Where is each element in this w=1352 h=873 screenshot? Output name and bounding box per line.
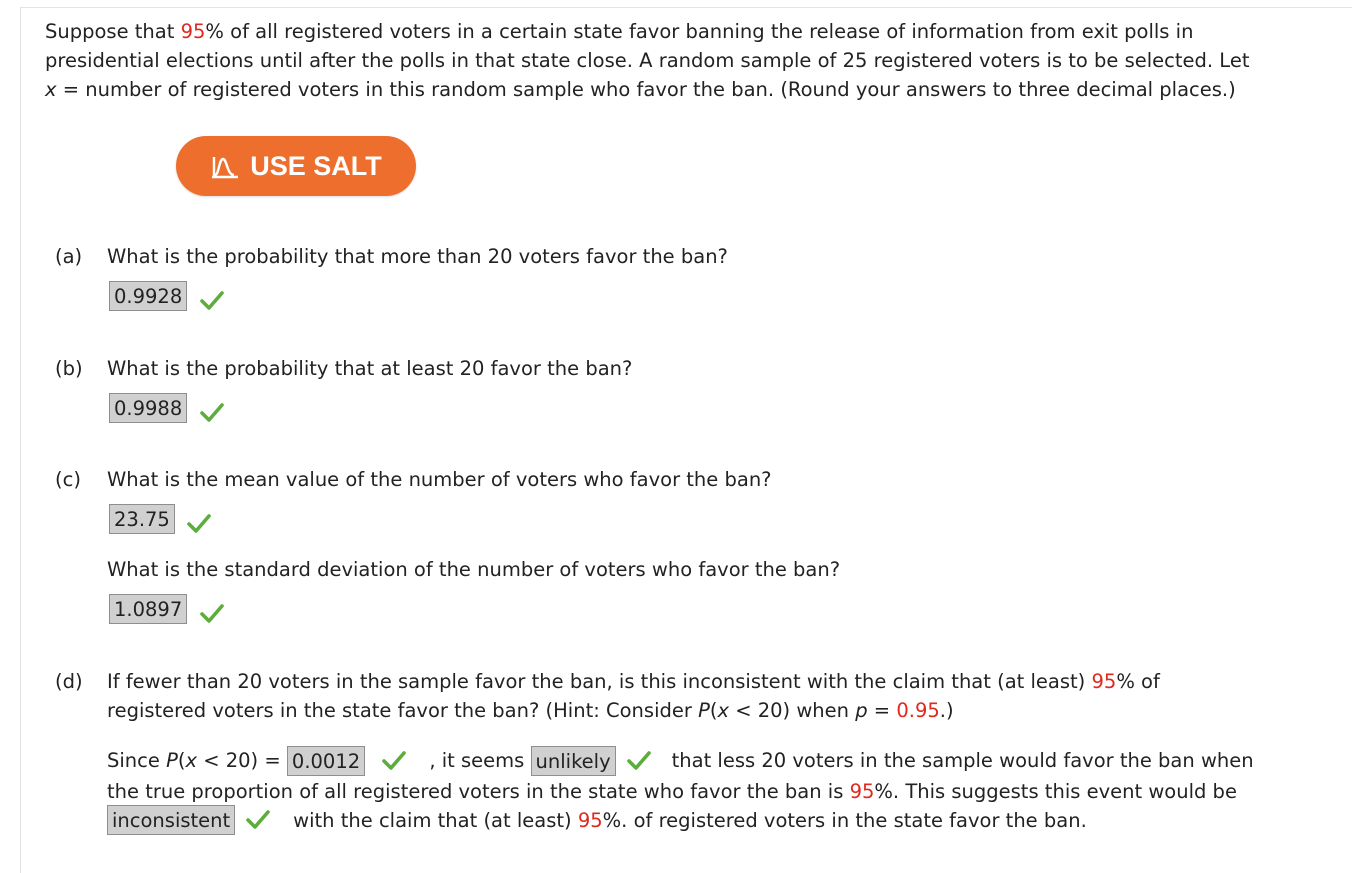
checkmark-icon: [199, 602, 225, 624]
part-c-question: What is the mean value of the number of voters who favor the ban?: [107, 468, 772, 491]
part-d-consistency-select[interactable]: inconsistent: [107, 805, 235, 835]
part-d-answer-block: [107, 746, 1254, 836]
part-d-question-line-2: registered voters in the state favor the ban? (Hint: Consider P(x < 20) when p = 0.95.): [107, 699, 954, 722]
part-a-question: What is the probability that more than 20 voters favor the ban?: [107, 245, 728, 268]
checkmark-icon: [381, 749, 407, 771]
part-b-label: (b): [55, 357, 83, 380]
highlight-p-value: 0.95: [896, 699, 940, 722]
part-a-label: (a): [55, 245, 83, 268]
highlight-percent: 95: [577, 808, 603, 832]
part-c-sd-answer[interactable]: 1.0897: [109, 594, 187, 624]
use-salt-button[interactable]: [176, 136, 416, 196]
checkmark-icon: [626, 749, 652, 771]
part-d-answer-line-3: inconsistent with the claim that (at least) 95%. of registered voters in the state favor the ban.: [107, 806, 1254, 837]
part-d-probability-answer[interactable]: 0.0012: [287, 746, 365, 776]
intro-line-2: presidential elections until after the polls in that state close. A random sample of 25 registered voters is to be selected. Let: [45, 49, 1250, 72]
salt-label: USE SALT: [250, 150, 382, 181]
problem-statement: [45, 17, 1249, 104]
highlight-percent: 95: [1091, 670, 1117, 693]
part-d-answer-line-2: the true proportion of all registered voters in the state who favor the ban is 95%. This suggests this event would be: [107, 779, 1237, 803]
checkmark-icon: [199, 289, 225, 311]
highlight-percent: 95: [180, 20, 206, 43]
intro-line-1: Suppose that 95% of all registered voters in a certain state favor banning the release of information from exit polls in: [45, 20, 1194, 43]
part-c-question-2: What is the standard deviation of the number of voters who favor the ban?: [107, 558, 841, 581]
part-d-answer-line-1: Since P(x < 20) = 0.0012 , it seems unlikely that less 20 voters in the sample would favor the ban when: [107, 746, 1254, 777]
part-d-question: [107, 667, 1160, 725]
part-c-label: (c): [55, 468, 81, 491]
checkmark-icon: [186, 512, 212, 534]
part-b-question: What is the probability that at least 20 favor the ban?: [107, 357, 633, 380]
intro-line-3: x = number of registered voters in this random sample who favor the ban. (Round your answers to three decimal places.): [45, 78, 1236, 101]
part-b-answer[interactable]: 0.9988: [109, 393, 187, 423]
checkmark-icon: [199, 401, 225, 423]
part-d-question-line-1: If fewer than 20 voters in the sample favor the ban, is this inconsistent with the claim that (at least) 95% of: [107, 670, 1160, 693]
part-c-mean-answer[interactable]: 23.75: [109, 504, 175, 534]
salt-chart-icon: [210, 153, 240, 179]
part-a-answer[interactable]: 0.9928: [109, 281, 187, 311]
part-d-label: (d): [55, 670, 83, 693]
part-d-likelihood-select[interactable]: unlikely: [531, 746, 616, 776]
highlight-percent: 95: [849, 779, 875, 803]
checkmark-icon: [245, 808, 271, 830]
